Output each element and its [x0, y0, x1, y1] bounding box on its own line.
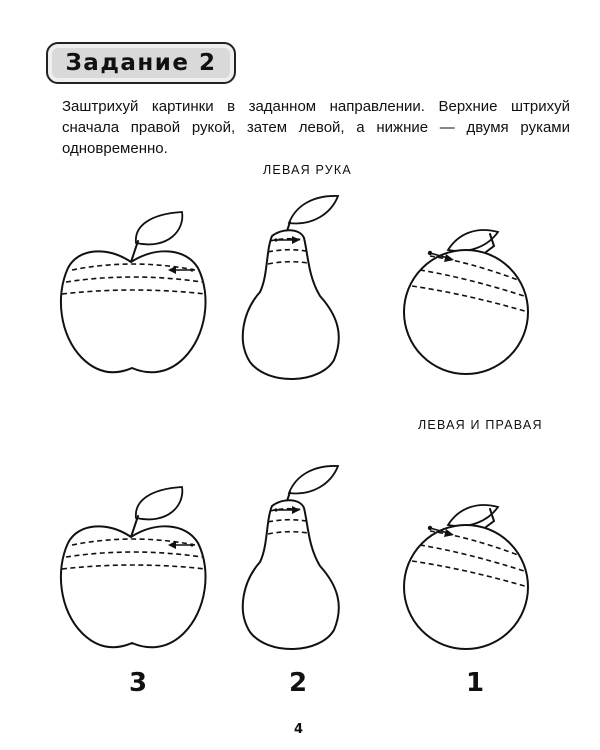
section-label-both-hands: ЛЕВАЯ И ПРАВАЯ — [418, 418, 543, 432]
figure-number-3: 3 — [129, 668, 148, 698]
top-pear — [243, 196, 339, 379]
top-round-apple — [404, 230, 528, 374]
instructions-text: Заштрихуй картинки в заданном направлении. Верхние штрихуй сначала правой рукой, затем левой, а нижние — двумя руками одновременно. — [62, 98, 570, 157]
page-number: 4 — [294, 722, 304, 737]
section-label-left-hand: ЛЕВАЯ РУКА — [263, 163, 352, 177]
bottom-apple — [61, 487, 206, 647]
top-apple — [61, 212, 206, 372]
figure-number-1: 1 — [466, 668, 485, 698]
bottom-pear — [243, 466, 339, 649]
task-title: Задание 2 — [65, 50, 217, 76]
bottom-round-apple — [404, 505, 528, 649]
figure-number-2: 2 — [289, 668, 308, 698]
